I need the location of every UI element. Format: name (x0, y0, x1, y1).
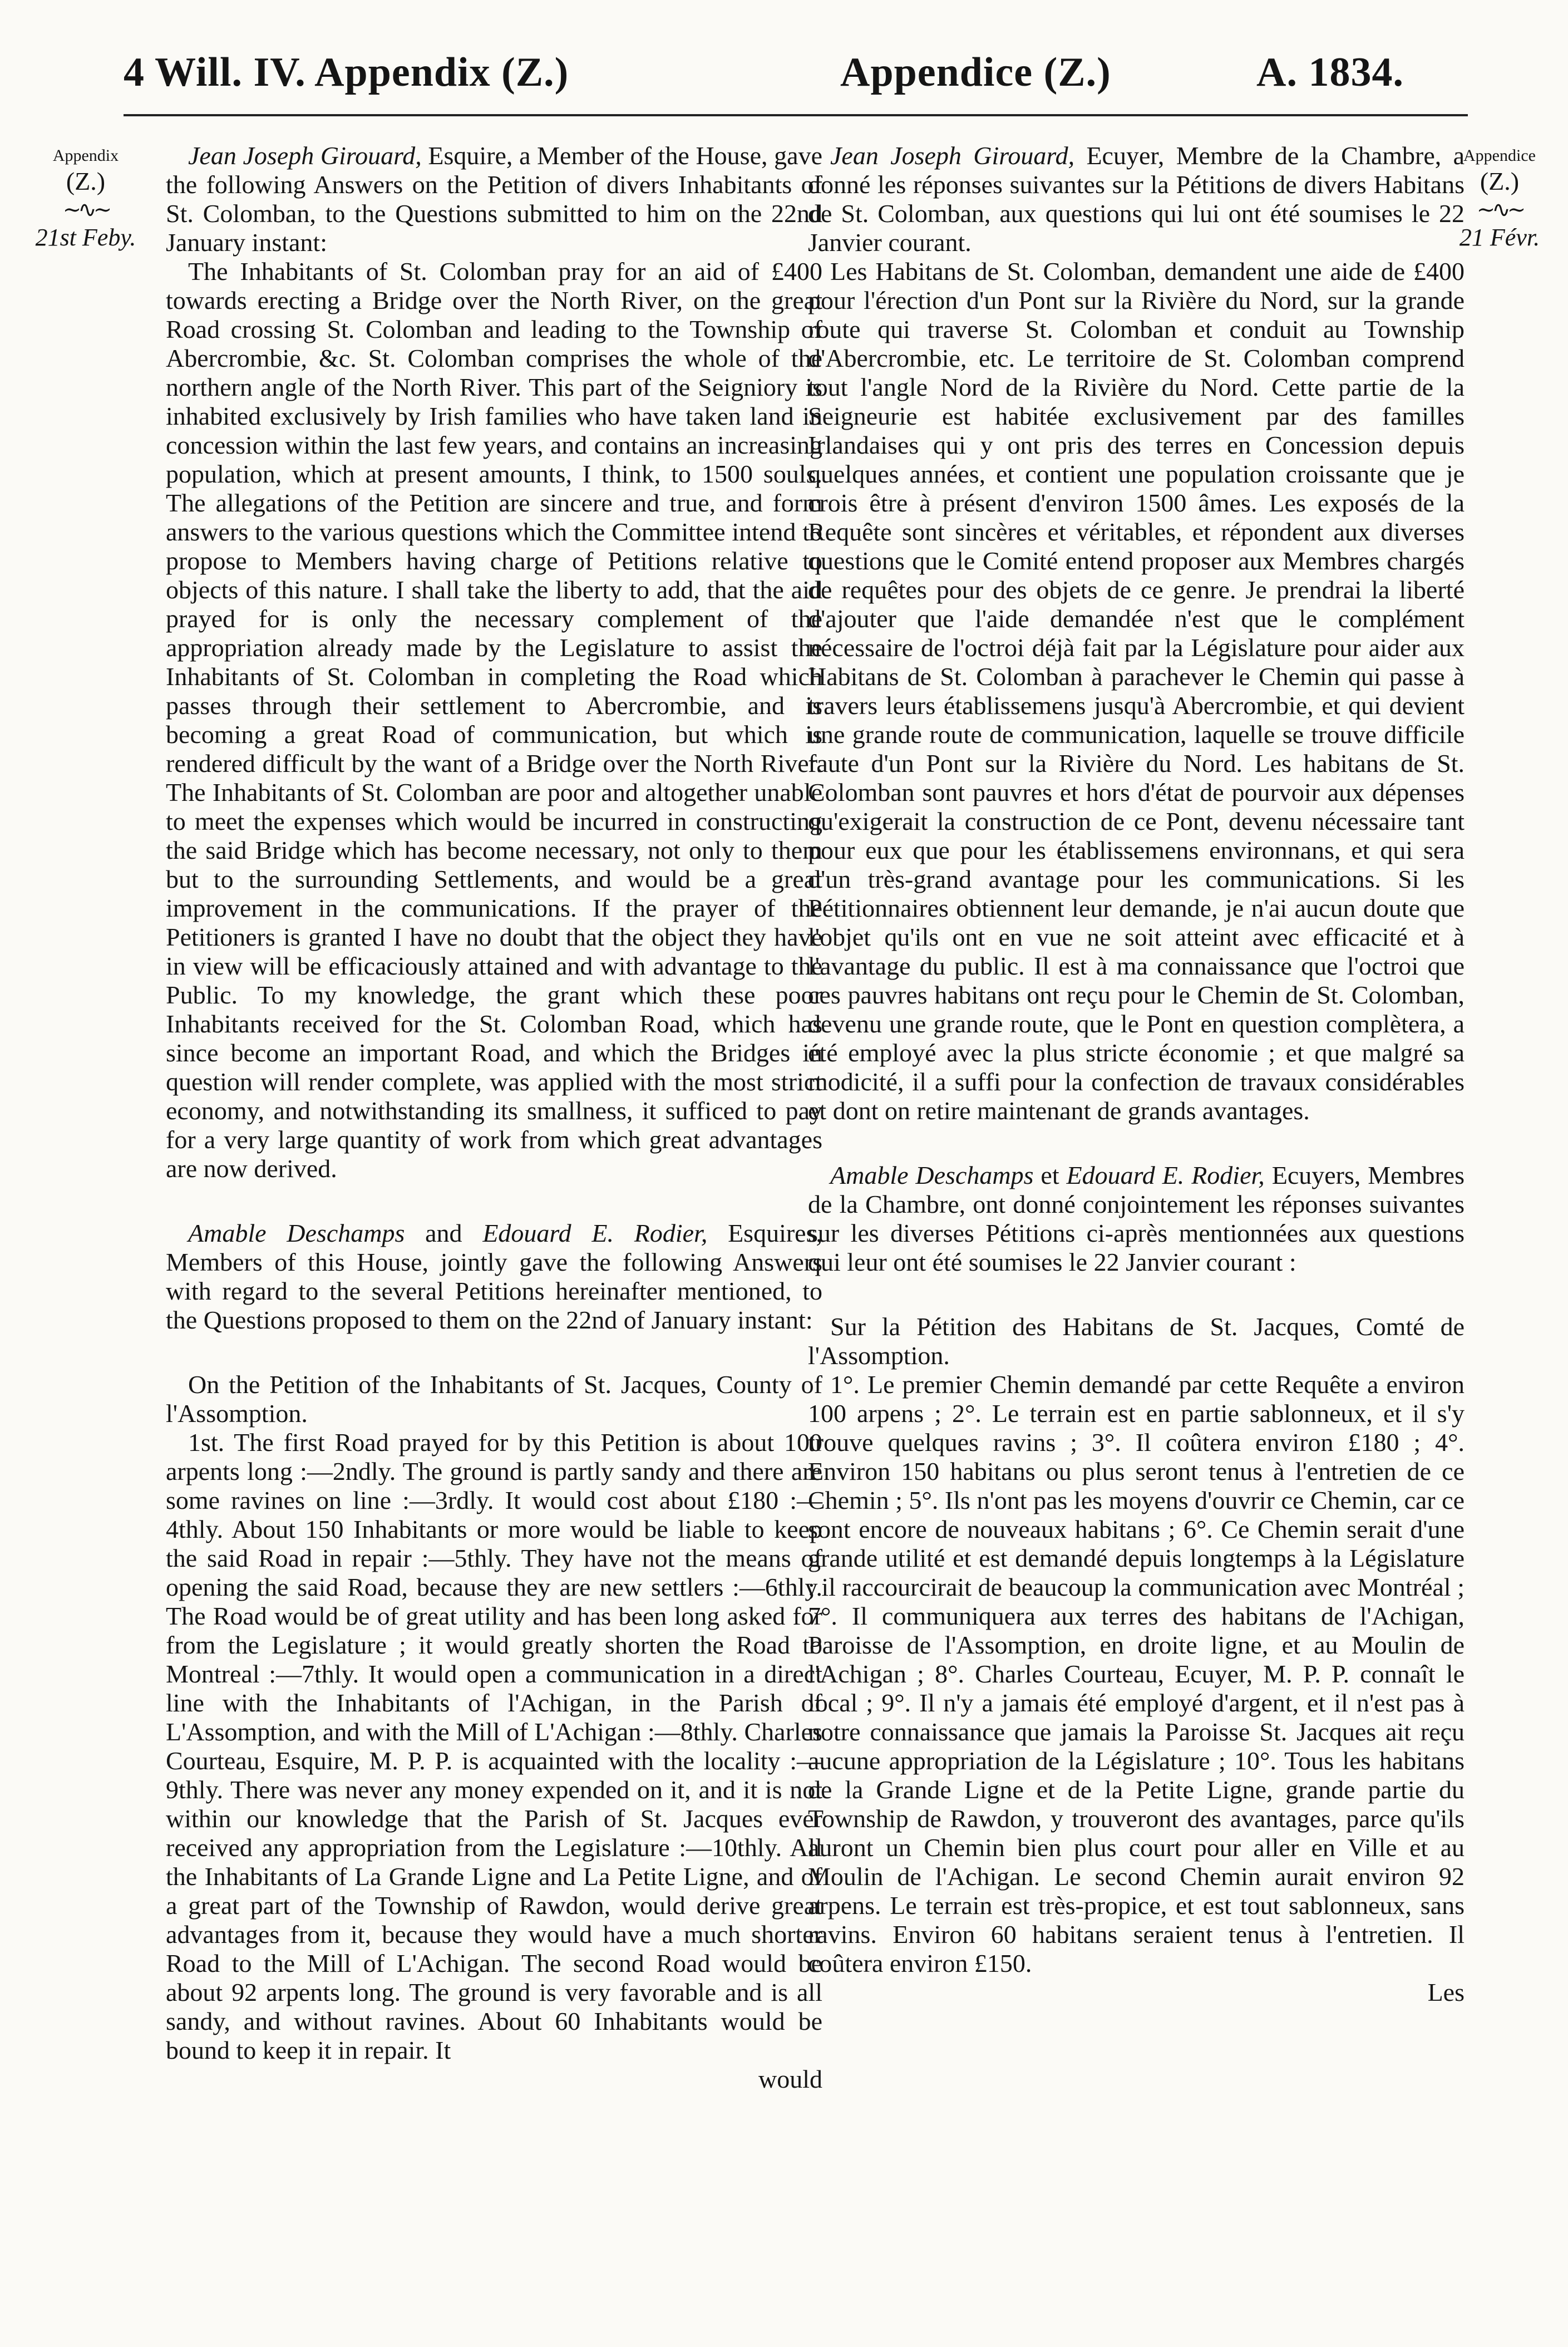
deschamps-rodier-intro-en (166, 1219, 822, 1335)
margin-section-left: (Z.) (66, 167, 106, 195)
girouard-intro-text-fr: Ecuyer, Membre de la Chambre, a donné les réponses suivantes sur la Pétitions de divers Habitans de St. Colomban, aux questions qui lui ont été soumises le 22 Janvier courant. (808, 141, 1465, 257)
flourish-ornament-left: ∼∿∼ (62, 197, 109, 223)
girouard-intro-text-en: Esquire, a Member of the House, gave the following Answers on the Petition of divers Inhabitants of St. Colomban, to the Questions submitted to him on the 22nd January instant: (166, 141, 822, 257)
margin-date-left: 21st Feby. (35, 224, 136, 252)
deschamps-rodier-text-en: Esquires, Members of this House, jointly gave the following Answers with regard to the several Petitions hereinafter mentioned, to the Questions proposed to them on the 22nd of January instant: (166, 1219, 823, 1334)
english-column (166, 141, 822, 2094)
girouard-name-en: Jean Joseph Girouard, (188, 141, 422, 170)
rodier-name-fr: Edouard E. Rodier, (1066, 1161, 1265, 1189)
deschamps-rodier-intro-fr (808, 1161, 1465, 1277)
st-colomban-answer-fr: Les Habitans de St. Colomban, demandent une aide de £400 pour l'érection d'un Pont sur la Rivière du Nord, sur la grande route qui traverse St. Colomban et conduit au Township d'Abercrombie, etc. Le territoire de St. Colomban comprend tout l'angle Nord de la Rivière du Nord. Cette partie de la Seigneurie est habitée exclusivement par des familles Irlandaises qui y ont pris des terres en Concession depuis quelques années, et contient une population croissante que je crois être à présent d'environ 1500 âmes. Les exposés de la Requête sont sincères et véritables, et répondent aux diverses questions que le Comité entend proposer aux Membres chargés de requêtes pour des objets de ce genre. Je prendrai la liberté d'ajouter que l'aide demandée n'est que le complément nécessaire de l'octroi déjà fait par la Législature pour aider aux Habitans de St. Colomban à parachever le Chemin qui passe à travers leurs établissemens jusqu'à Abercrombie, et qui devient une grande route de communication, laquelle se trouve difficile faute d'un Pont sur la Rivière du Nord. Les habitans de St. Colomban sont pauvres et hors d'état de pourvoir aux dépenses qu'exigerait la construction de ce Pont, devenu nécessaire tant pour eux que pour les établissemens environnans, et qui sera d'un très-grand avantage pour les communications. Si les Pétitionnaires obtiennent leur demande, je n'ai aucun doute que l'objet qu'ils ont en vue ne soit atteint avec efficacité et à l'avantage du public. Il est à ma connaissance que l'octroi que ces pauvres habitans ont reçu pour le Chemin de St. Colomban, devenu une grande route, que le Pont en question complètera, a été employé avec la plus stricte économie ; et que malgré sa modicité, il a suffi pour la confection de travaux considérables et dont on retire maintenant de grands avantages. (808, 257, 1465, 1125)
margin-label-right: Appendice (1463, 146, 1536, 165)
margin-section-right: (Z.) (1480, 167, 1520, 195)
st-jacques-heading-en: On the Petition of the Inhabitants of St. Jacques, County of l'Assomption. (166, 1370, 822, 1428)
rodier-name-en: Edouard E. Rodier, (482, 1219, 708, 1247)
st-jacques-heading-fr: Sur la Pétition des Habitans de St. Jacques, Comté de l'Assomption. (808, 1312, 1465, 1370)
st-jacques-answers-fr: 1°. Le premier Chemin demandé par cette Requête a environ 100 arpens ; 2°. Le terrain est en partie sablonneux, et il s'y trouve quelques ravins ; 3°. Il coûtera environ £180 ; 4°. Environ 150 habitans ou plus seront tenus à l'entretien de ce Chemin ; 5°. Ils n'ont pas les moyens d'ouvrir ce Chemin, car ce sont encore de nouveaux habitans ; 6°. Ce Chemin serait d'une grande utilité et est demandé depuis longtemps à la Législature ; il raccourcirait de beaucoup la communication avec Montréal ; 7°. Il communiquera aux terres des habitans de l'Achigan, Paroisse de l'Assomption, en droite ligne, et au Moulin de l'Achigan ; 8°. Charles Courteau, Ecuyer, M. P. P. connaît le local ; 9°. Il n'y a jamais été employé d'argent, et il n'est pas à notre connaissance que jamais la Paroisse St. Jacques ait reçu aucune appropriation de la Législature ; 10°. Tous les habitans de la Grande Ligne et de la Petite Ligne, grande partie du Township de Rawdon, y trouveront des avantages, parce qu'ils auront un Chemin bien plus court pour aller en Ville et au Moulin de l'Achigan. Le second Chemin aurait environ 92 arpens. Le terrain est très-propice, et est tout sablonneux, sans ravins. Environ 60 habitans seraient tenus à l'entretien. Il coûtera environ £150. (808, 1370, 1465, 1977)
conj-en: and (405, 1219, 483, 1247)
running-header-right: A. 1834. (1256, 50, 1404, 95)
margin-label-left: Appendix (52, 146, 119, 165)
conj-fr: et (1033, 1161, 1067, 1189)
margin-date-right: 21 Févr. (1459, 224, 1540, 252)
margin-note-left (24, 146, 147, 253)
catchword-fr: Les (1427, 1978, 1465, 2006)
girouard-name-fr: Jean Joseph Girouard, (830, 141, 1075, 170)
st-jacques-answers-en: 1st. The first Road prayed for by this Petition is about 100 arpents long :—2ndly. The ground is partly sandy and there are some ravines on line :—3rdly. It would cost about £180 :—4thly. About 150 Inhabitants or more would be liable to keep the said Road in repair :—5thly. They have not the means of opening the said Road, because they are new settlers :—6thly. The Road would be of great utility and has been long asked for from the Legislature ; it would greatly shorten the Road to Montreal :—7thly. It would open a communication in a direct line with the Inhabitants of l'Achigan, in the Parish of L'Assomption, and with the Mill of L'Achigan :—8thly. Charles Courteau, Esquire, M. P. P. is acquainted with the locality :—9thly. There was never any money expended on it, and it is not within our knowledge that the Parish of St. Jacques ever received any appropriation from the Legislature :—10thly. All the Inhabitants of La Grande Ligne and La Petite Ligne, and of a great part of the Township of Rawdon, would derive great advantages from it, because they would have a much shorter Road to the Mill of L'Achigan. The second Road would be about 92 arpents long. The ground is very favorable and is all sandy, and without ravines. About 60 Inhabitants would be bound to keep it in repair. It (166, 1428, 822, 2064)
st-colomban-answer-en: The Inhabitants of St. Colomban pray for an aid of £400 towards erecting a Bridge over the North River, on the great Road crossing St. Colomban and leading to the Township of Abercrombie, &c. St. Colomban comprises the whole of the northern angle of the North River. This part of the Seigniory is inhabited exclusively by Irish families who have taken land in concession within the last few years, and contains an increasing population, which at present amounts, I think, to 1500 souls. The allegations of the Petition are sincere and true, and form answers to the various questions which the Committee intend to propose to Members having charge of Petitions relative to objects of this nature. I shall take the liberty to add, that the aid prayed for is only the necessary complement of the appropriation already made by the Legislature to assist the Inhabitants of St. Colomban in completing the Road which passes through their settlement to Abercrombie, and is becoming a great Road of communication, but which is rendered difficult by the want of a Bridge over the North River. The Inhabitants of St. Colomban are poor and altogether unable to meet the expenses which would be incurred in constructing the said Bridge which has become necessary, not only to them but to the surrounding Settlements, and would be a great improvement in the communications. If the prayer of the Petitioners is granted I have no doubt that the object they have in view will be efficaciously attained and with advantage to the Public. To my knowledge, the grant which these poor Inhabitants received for the St. Colomban Road, which has since become an important Road, and which the Bridges in question will render complete, was applied with the most strict economy, and notwithstanding its smallness, it sufficed to pay for a very large quantity of work from which great advantages are now derived. (166, 257, 822, 1183)
girouard-intro-en (166, 141, 822, 257)
running-header-center: Appendice (Z.) (840, 50, 1111, 95)
french-column (808, 141, 1465, 2007)
header-rule (124, 114, 1468, 116)
deschamps-name-fr: Amable Deschamps (830, 1161, 1034, 1189)
deschamps-name-en: Amable Deschamps (188, 1219, 405, 1247)
girouard-intro-fr (808, 141, 1465, 257)
flourish-ornament-right: ∼∿∼ (1476, 197, 1523, 223)
deschamps-rodier-text-fr: Ecuyers, Membres de la Chambre, ont donné conjointement les réponses suivantes sur les diverses Pétitions ci-après mentionnées aux questions qui leur ont été soumises le 22 Janvier courant : (808, 1161, 1465, 1276)
running-header-left: 4 Will. IV. Appendix (Z.) (124, 50, 569, 95)
catchword-en: would (758, 2065, 822, 2093)
